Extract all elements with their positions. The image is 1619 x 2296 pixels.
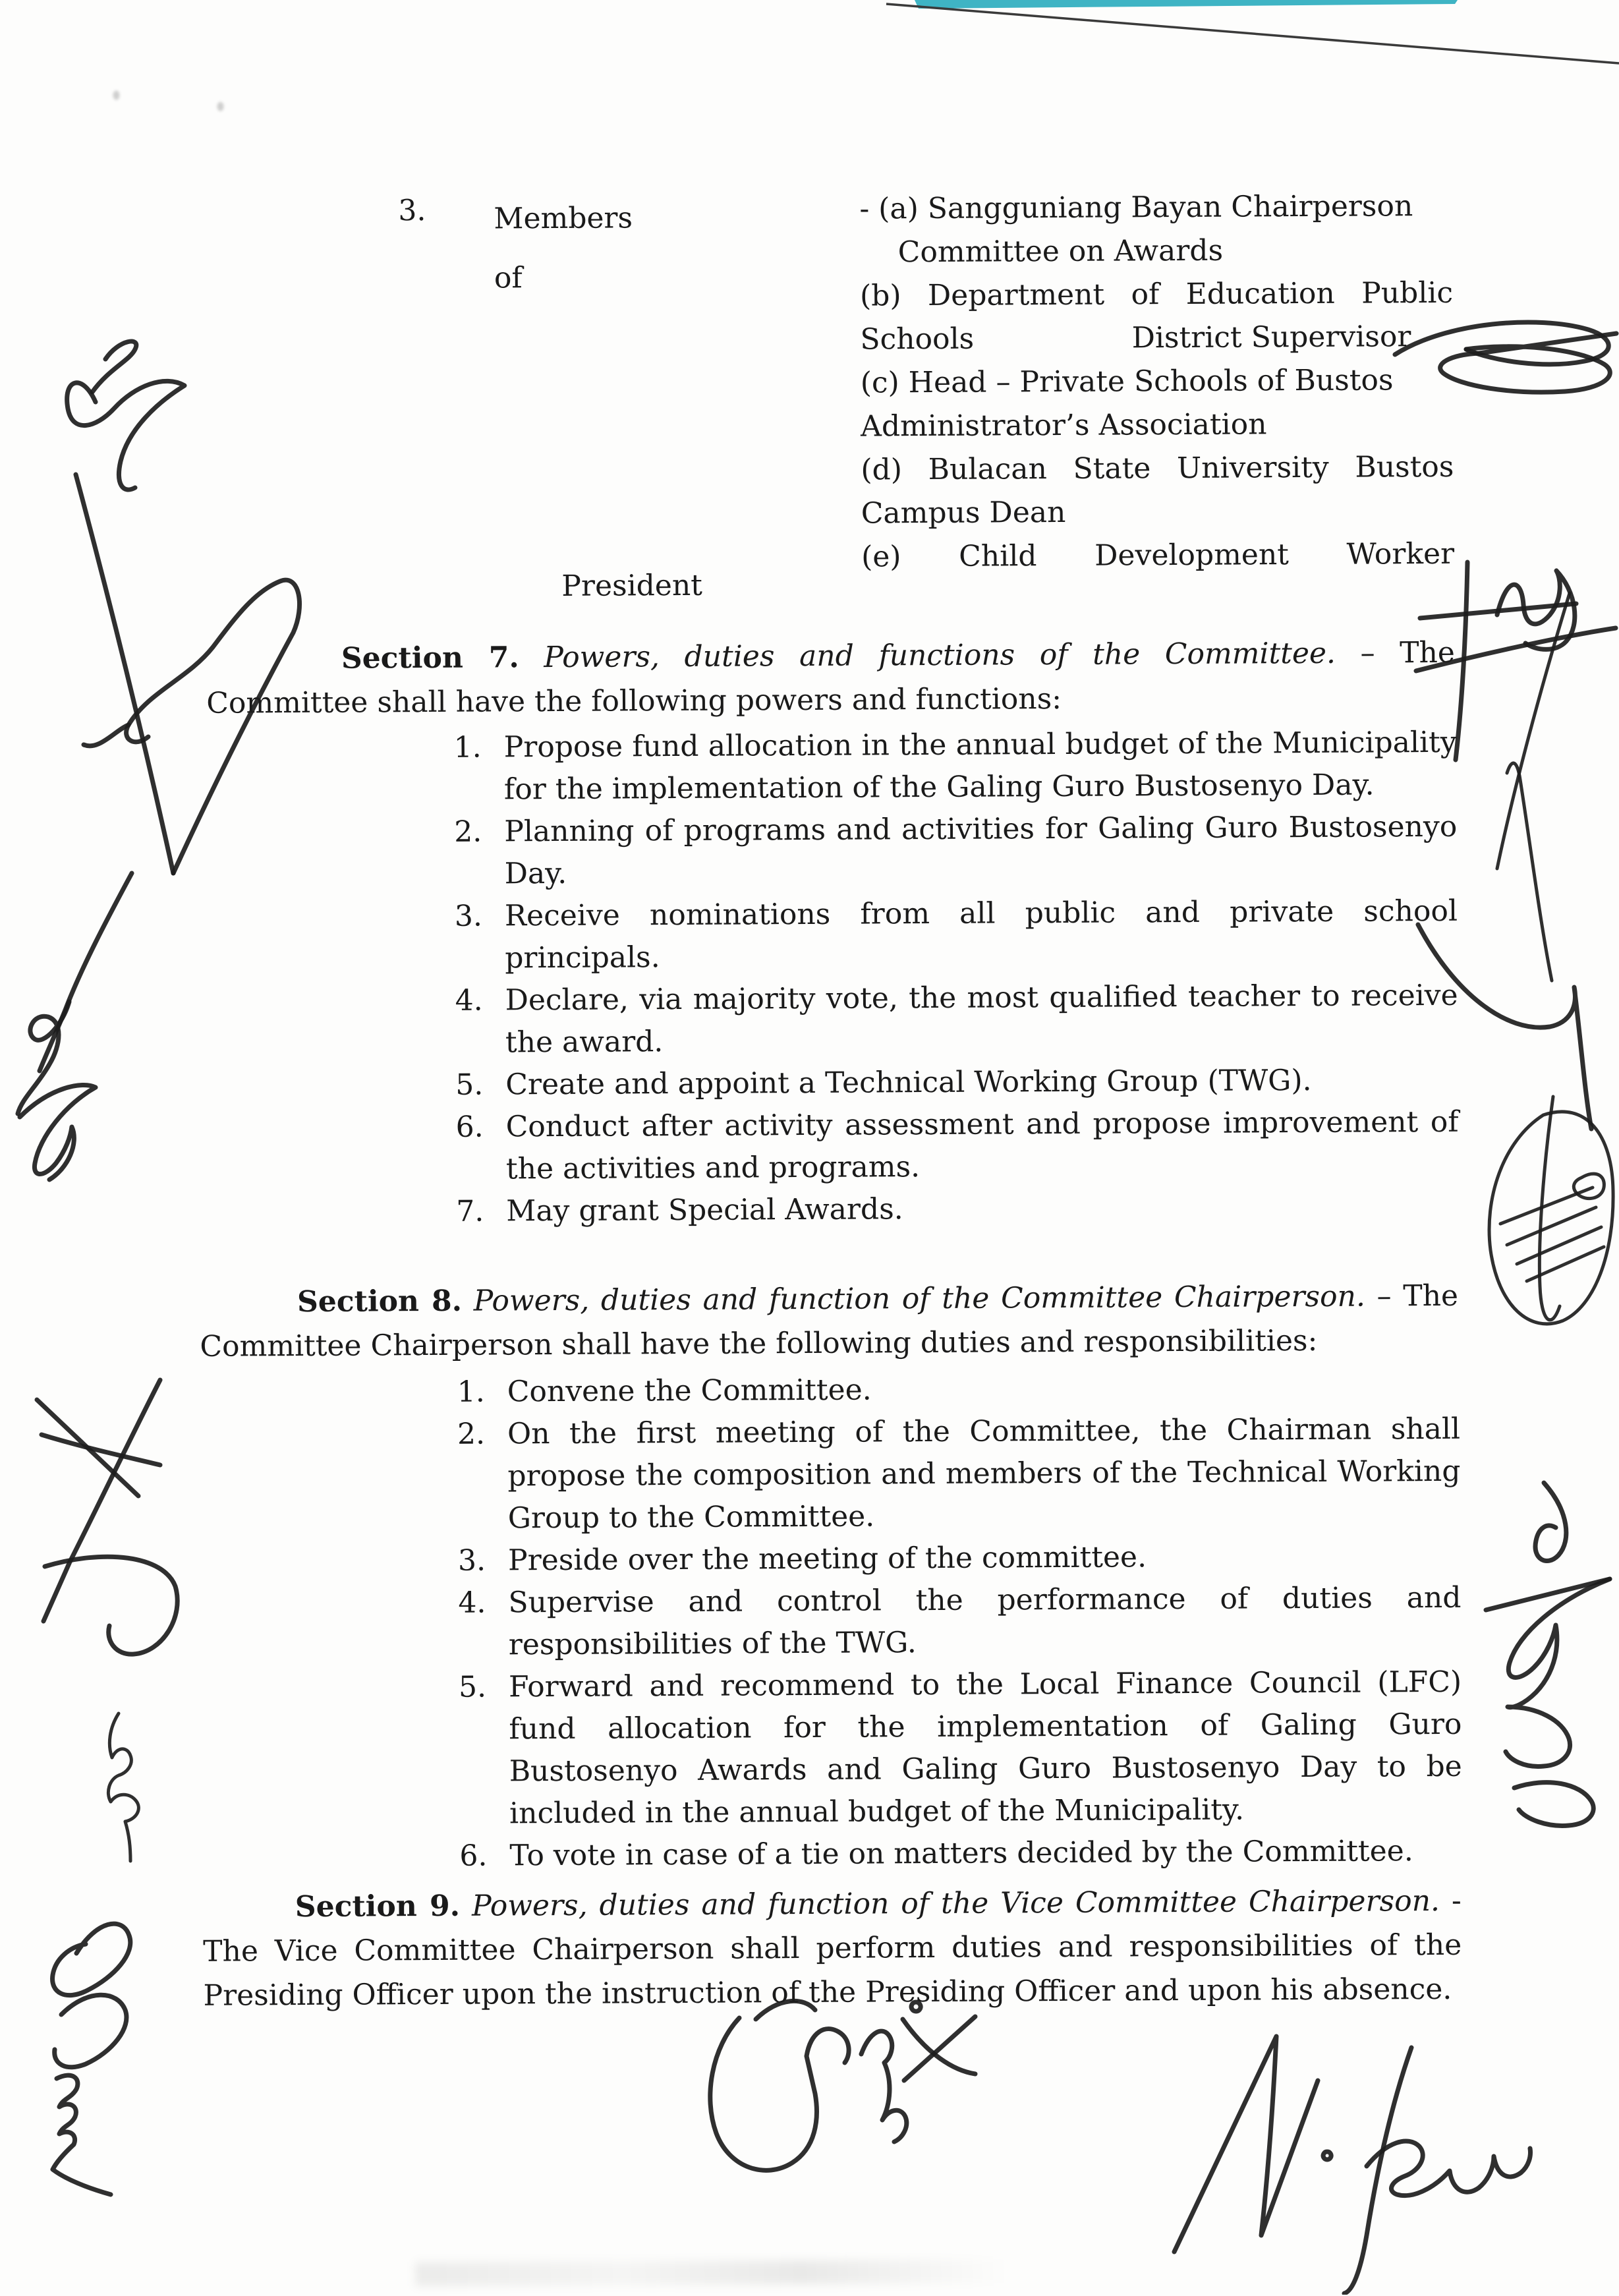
page-edge-line [886, 4, 1619, 63]
item-number: 1. [457, 1375, 485, 1409]
section7-title: Powers, duties and functions of the Committee. [519, 636, 1336, 675]
item-text: On the first meeting of the Committee, the Chairman shall propose the composition and members of the Technical Working Group to the Committee. [507, 1412, 1461, 1535]
signature-ink-4 [1408, 552, 1619, 1132]
list-item [459, 1830, 1462, 1878]
member-line-b2-left: Schools [860, 322, 975, 357]
item-number: 3. [398, 194, 426, 228]
item-text: Preside over the meeting of the committee. [507, 1540, 1147, 1578]
section8-title: Powers, duties and function of the Committee Chairperson. [461, 1279, 1366, 1318]
signature-ink-2 [3, 853, 142, 1183]
list-item [458, 1535, 1461, 1582]
item-text: Planning of programs and activities for Galing Guro Bustosenyo Day. [504, 809, 1458, 891]
list-item [455, 890, 1458, 980]
member-line-a2: Committee on Awards [897, 233, 1224, 270]
member-line-d2: Campus Dean [861, 495, 1066, 531]
signature-ink-6 [1478, 1475, 1619, 1854]
item-text: Forward and recommend to the Local Finance Council (LFC) fund allocation for the implementation of Galing Guro Bustosenyo Awards and Galing Guro Bustosenyo Day to be included in the annual budget of the Municipality. [508, 1665, 1462, 1831]
section7-paragraph [206, 631, 1456, 726]
item-text: Conduct after activity assessment and propose improvement of the activities and programs. [505, 1105, 1459, 1186]
member-line-e1: (e) Child Development Worker [861, 536, 1455, 574]
list-item [455, 1059, 1458, 1106]
item-number: 3. [454, 899, 483, 933]
section7-label: Section 7. [341, 641, 519, 675]
member-line-b1: (b) Department of Education Public [859, 275, 1454, 313]
section9-label: Section 9. [295, 1889, 461, 1924]
item-text: Propose fund allocation in the annual budget of the Municipality for the implementation of the Galing Guro Bustosenyo Day. [503, 725, 1457, 807]
item-number: 6. [455, 1110, 484, 1144]
section7-list [453, 722, 1459, 1233]
item-text: Create and appoint a Technical Working Group (TWG). [505, 1064, 1312, 1102]
item-number: 4. [455, 983, 483, 1018]
list-item [458, 1577, 1462, 1667]
member-line-a1: - (a) Sangguniang Bayan Chairperson [859, 189, 1413, 226]
scanner-edge-artifact [0, 0, 1619, 79]
item-text: May grant Special Awards. [506, 1192, 903, 1228]
signature-ink-8 [25, 1906, 140, 2202]
list-item [455, 1101, 1459, 1191]
member-line-d1: (d) Bulacan State University Bustos [861, 449, 1454, 487]
scanner-teal-strip [915, 0, 1458, 9]
item-text: Supervise and control the performance of duties and responsibilities of the TWG. [508, 1580, 1462, 1662]
item-number: 5. [455, 1068, 484, 1102]
section8-label: Section 8. [297, 1284, 463, 1319]
list-item [453, 722, 1457, 811]
members-row [398, 185, 1454, 581]
scan-bleed-artifact [416, 2259, 1009, 2286]
list-item [457, 1366, 1460, 1414]
president-label: President [561, 568, 703, 603]
member-line-c1: (c) Head – Private Schools of Bustos [860, 363, 1394, 400]
item-number: 6. [459, 1839, 488, 1873]
item-text: Convene the Committee. [507, 1373, 872, 1409]
list-item [457, 1408, 1461, 1540]
scan-speck [217, 102, 224, 111]
item-number: 2. [457, 1417, 486, 1451]
item-text: Receive nominations from all public and private school principals. [504, 894, 1458, 975]
section8-paragraph [200, 1274, 1459, 1369]
item-number: 1. [453, 730, 482, 764]
section7-lead: – The Committee shall have the following powers and functions: [206, 635, 1456, 720]
members-label-line1: Members [494, 201, 633, 236]
section9-title: Powers, duties and function of the Vice Committee Chairperson. [459, 1884, 1440, 1923]
item-text: To vote in case of a tie on matters decided by the Committee. [509, 1834, 1413, 1873]
section9-lead: - The Vice Committee Chairperson shall perform duties and responsibilities of the Presiding Officer upon the instruction of the Presiding Officer and upon his absence. [203, 1883, 1462, 2013]
member-line-c2: Administrator’s Association [860, 407, 1267, 444]
members-list [859, 185, 1454, 579]
item-number: 5. [458, 1670, 487, 1704]
member-line-b2-right: District Supervisor [1131, 320, 1411, 355]
members-label [494, 188, 861, 581]
signature-ink-7 [25, 1372, 180, 1863]
signature-ink-3 [1387, 308, 1619, 440]
members-label-line2: of [494, 261, 523, 295]
scan-speck [113, 90, 119, 100]
item-text: Declare, via majority vote, the most qualified teacher to receive the award. [505, 978, 1458, 1060]
signature-ink-10 [1154, 2018, 1533, 2295]
list-item [455, 975, 1458, 1064]
item-number: 4. [458, 1586, 486, 1620]
section8-lead: – The Committee Chairperson shall have the following duties and responsibilities: [200, 1278, 1459, 1363]
signature-ink-5 [1464, 1089, 1619, 1507]
item-number: 3. [457, 1543, 486, 1578]
member-line-b2 [860, 315, 1453, 362]
signature-ink-9 [693, 1992, 983, 2209]
signature-ink-1 [36, 323, 306, 890]
list-item [459, 1661, 1462, 1835]
section8-list [457, 1366, 1463, 1878]
list-item [456, 1186, 1459, 1233]
item-number: 7. [456, 1194, 484, 1228]
list-item [454, 806, 1458, 896]
item-number: 2. [454, 815, 482, 849]
